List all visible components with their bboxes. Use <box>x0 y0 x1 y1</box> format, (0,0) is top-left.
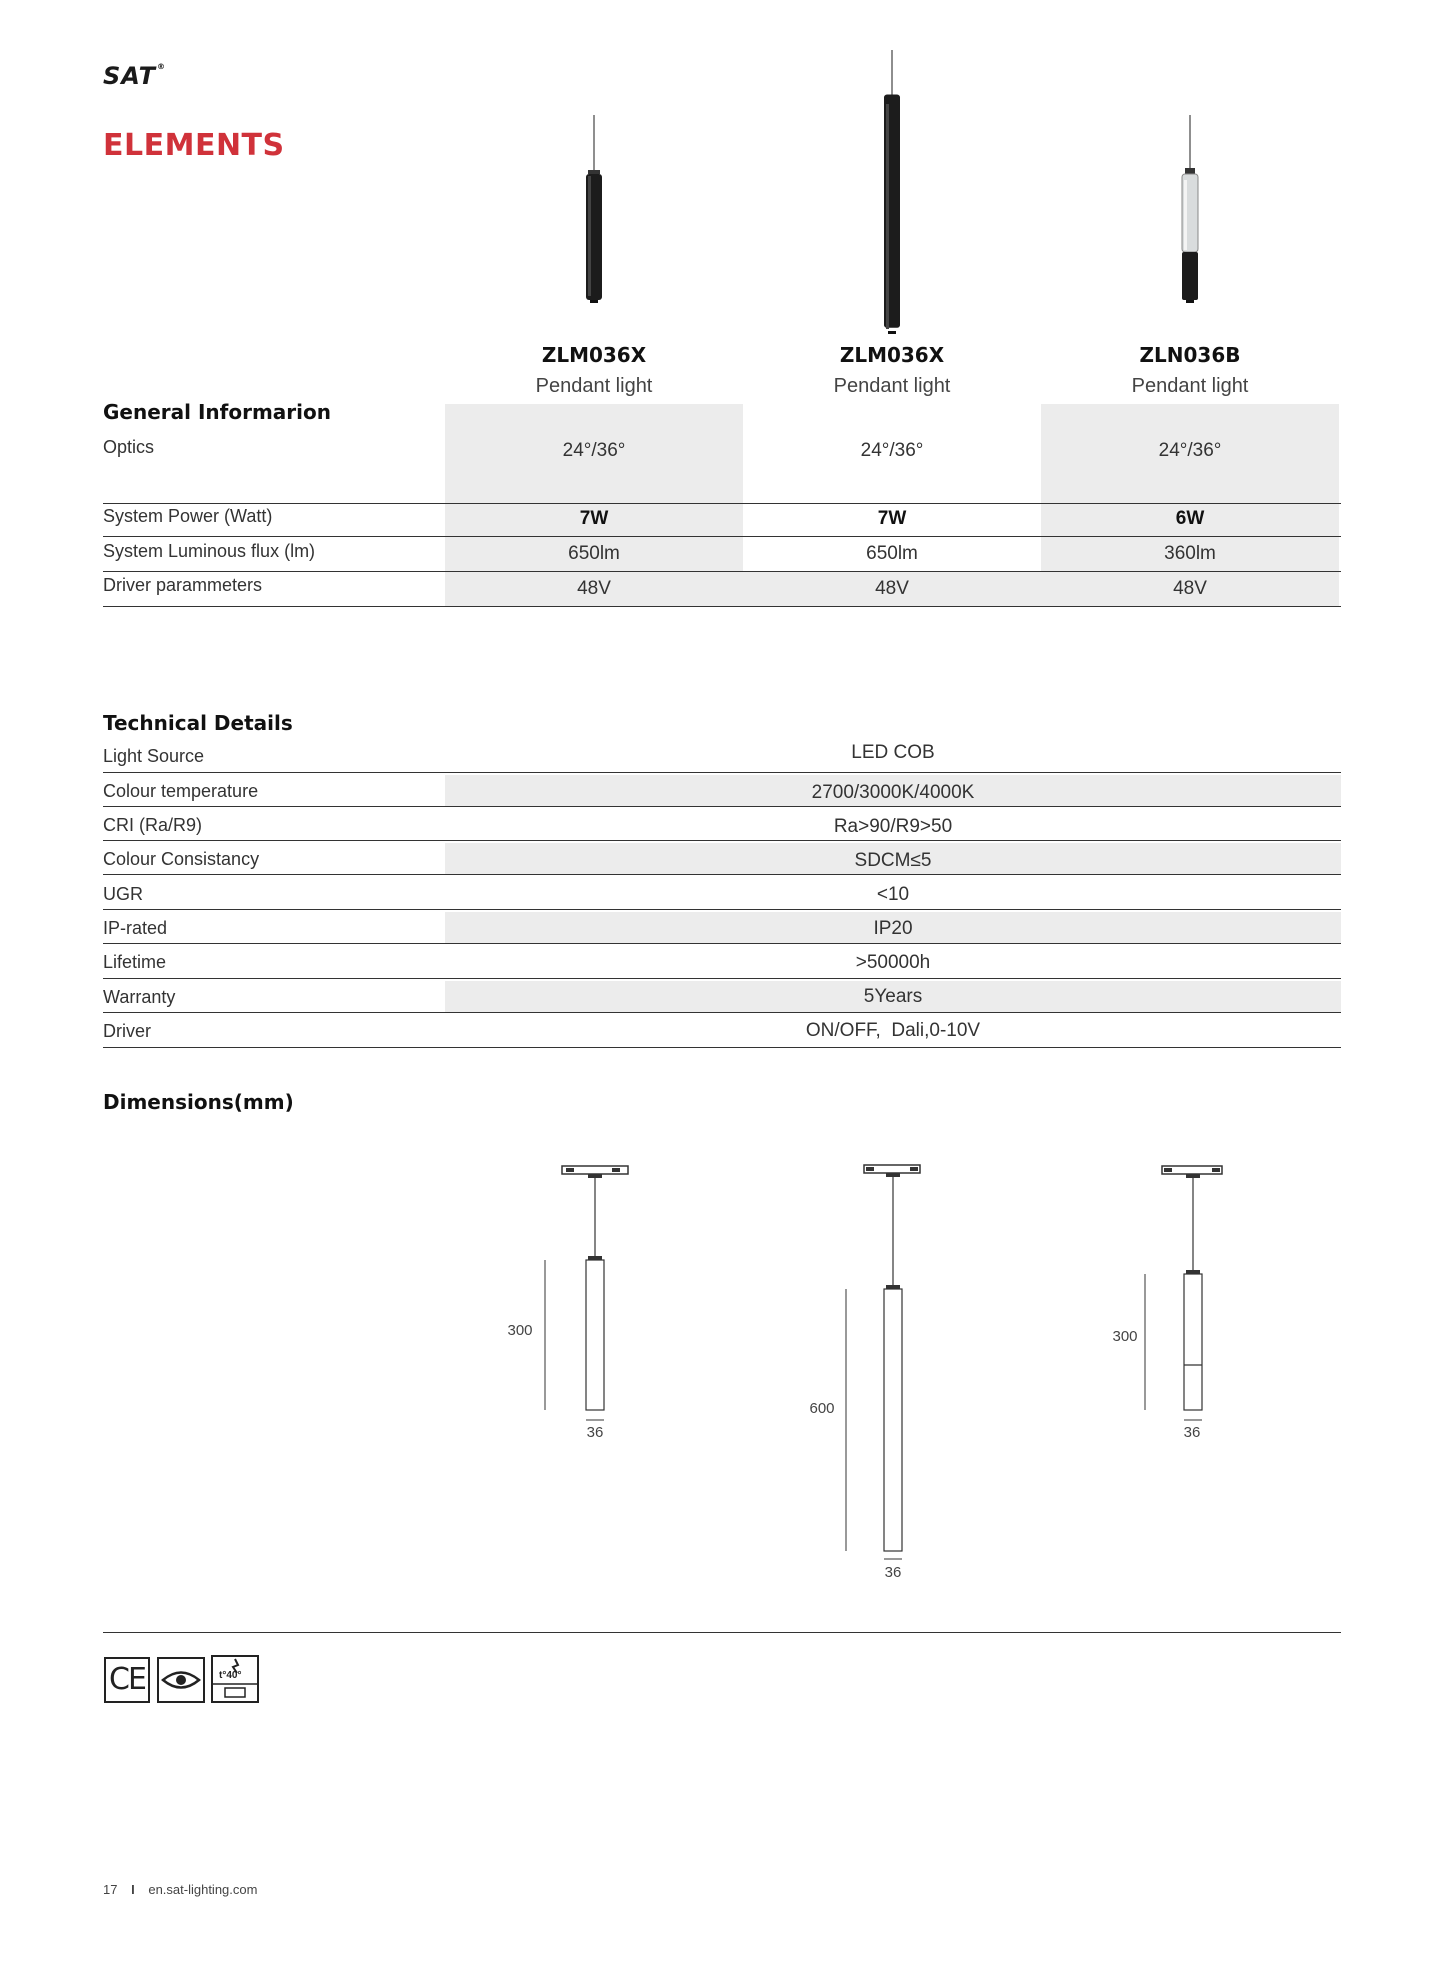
row-divider <box>103 840 1341 841</box>
dimension-drawing-3 <box>1100 1160 1240 1440</box>
product-header-2 <box>743 343 1041 398</box>
tech-label-lifetime: Lifetime <box>103 952 167 972</box>
product-model: ZLM036X <box>541 343 647 367</box>
tech-value-lifetime: >50000h <box>855 952 931 973</box>
footer <box>103 1882 257 1897</box>
cell-power-3: 6W <box>1175 508 1205 529</box>
dimension-width-3: 36 <box>1183 1424 1201 1441</box>
temperature-rating-icon: t°40° <box>211 1655 259 1703</box>
product-header-1 <box>445 343 743 398</box>
footer-separator: I <box>131 1882 135 1897</box>
dimension-height-1: 300 <box>507 1322 533 1339</box>
row-label-driver: Driver parammeters <box>103 575 263 595</box>
general-heading: General Informarion <box>103 400 331 424</box>
tech-label-colour-temperature: Colour temperature <box>103 781 259 801</box>
cell-optics-1: 24°/36° <box>562 440 626 461</box>
product-type: Pendant light <box>535 375 653 397</box>
row-divider <box>103 943 1341 944</box>
dimension-height-3: 300 <box>1112 1328 1138 1345</box>
row-divider <box>103 606 1341 607</box>
cell-optics-2: 24°/36° <box>860 440 924 461</box>
footer-url[interactable]: en.sat-lighting.com <box>148 1882 258 1897</box>
tech-value-ugr: <10 <box>876 884 910 905</box>
dimensions-heading: Dimensions(mm) <box>103 1090 294 1114</box>
dimension-drawing-1 <box>500 1160 640 1440</box>
cell-optics-3: 24°/36° <box>1158 440 1222 461</box>
product-model: ZLM036X <box>839 343 945 367</box>
cell-power-1: 7W <box>579 508 609 529</box>
dimension-height-2: 600 <box>809 1400 835 1417</box>
tech-label-warranty: Warranty <box>103 987 176 1007</box>
row-divider <box>103 806 1341 807</box>
product-model: ZLN036B <box>1139 343 1241 367</box>
cell-driver-2: 48V <box>875 578 909 599</box>
row-divider <box>103 909 1341 910</box>
tech-label-colour-consistancy: Colour Consistancy <box>103 849 260 869</box>
row-divider <box>103 772 1341 773</box>
cell-driver-1: 48V <box>577 578 611 599</box>
tech-value-cri: Ra>90/R9>50 <box>833 816 953 837</box>
tech-label-ugr: UGR <box>103 884 143 904</box>
product-type: Pendant light <box>833 375 951 397</box>
row-divider <box>103 1012 1341 1013</box>
tech-value-driver: ON/OFF, Dali,0-10V <box>805 1020 981 1041</box>
row-divider <box>103 978 1341 979</box>
ce-mark-icon: CE <box>104 1657 150 1703</box>
product-image-zln036b <box>1160 40 1220 340</box>
bottom-divider <box>103 1632 1341 1633</box>
cell-flux-3: 360lm <box>1164 543 1216 564</box>
row-divider <box>103 503 1341 504</box>
cell-flux-1: 650lm <box>568 543 620 564</box>
tech-value-warranty: 5Years <box>863 986 923 1007</box>
row-divider <box>103 536 1341 537</box>
product-image-zlm036x-long <box>862 40 922 340</box>
dimension-width-1: 36 <box>586 1424 604 1441</box>
tech-label-driver: Driver <box>103 1021 151 1041</box>
row-divider <box>103 874 1341 875</box>
tech-value-ip-rated: IP20 <box>873 918 913 939</box>
page-number: 17 <box>103 1882 118 1897</box>
row-label-power: System Power (Watt) <box>103 506 273 526</box>
row-label-flux: System Luminous flux (lm) <box>103 541 316 561</box>
cell-flux-2: 650lm <box>866 543 918 564</box>
technical-heading: Technical Details <box>103 711 293 735</box>
dimension-width-2: 36 <box>884 1564 902 1581</box>
row-divider <box>103 571 1341 572</box>
tech-label-cri: CRI (Ra/R9) <box>103 815 203 835</box>
cell-driver-3: 48V <box>1173 578 1207 599</box>
product-image-zlm036x-short <box>564 40 624 340</box>
tech-label-ip-rated: IP-rated <box>103 918 168 938</box>
cell-power-2: 7W <box>877 508 907 529</box>
dimension-drawing-2 <box>800 1160 940 1560</box>
section-title: ELEMENTS <box>103 128 285 163</box>
row-label-optics: Optics <box>103 437 155 457</box>
tech-value-colour-consistancy: SDCM≤5 <box>854 850 932 871</box>
eye-safety-icon <box>157 1657 205 1703</box>
row-divider <box>103 1047 1341 1048</box>
tech-value-light-source: LED COB <box>851 742 935 763</box>
product-type: Pendant light <box>1131 375 1249 397</box>
product-header-3 <box>1041 343 1339 398</box>
tech-value-colour-temperature: 2700/3000K/4000K <box>811 782 975 803</box>
tech-label-light-source: Light Source <box>103 746 205 766</box>
brand-logo: SAT® <box>103 62 166 90</box>
